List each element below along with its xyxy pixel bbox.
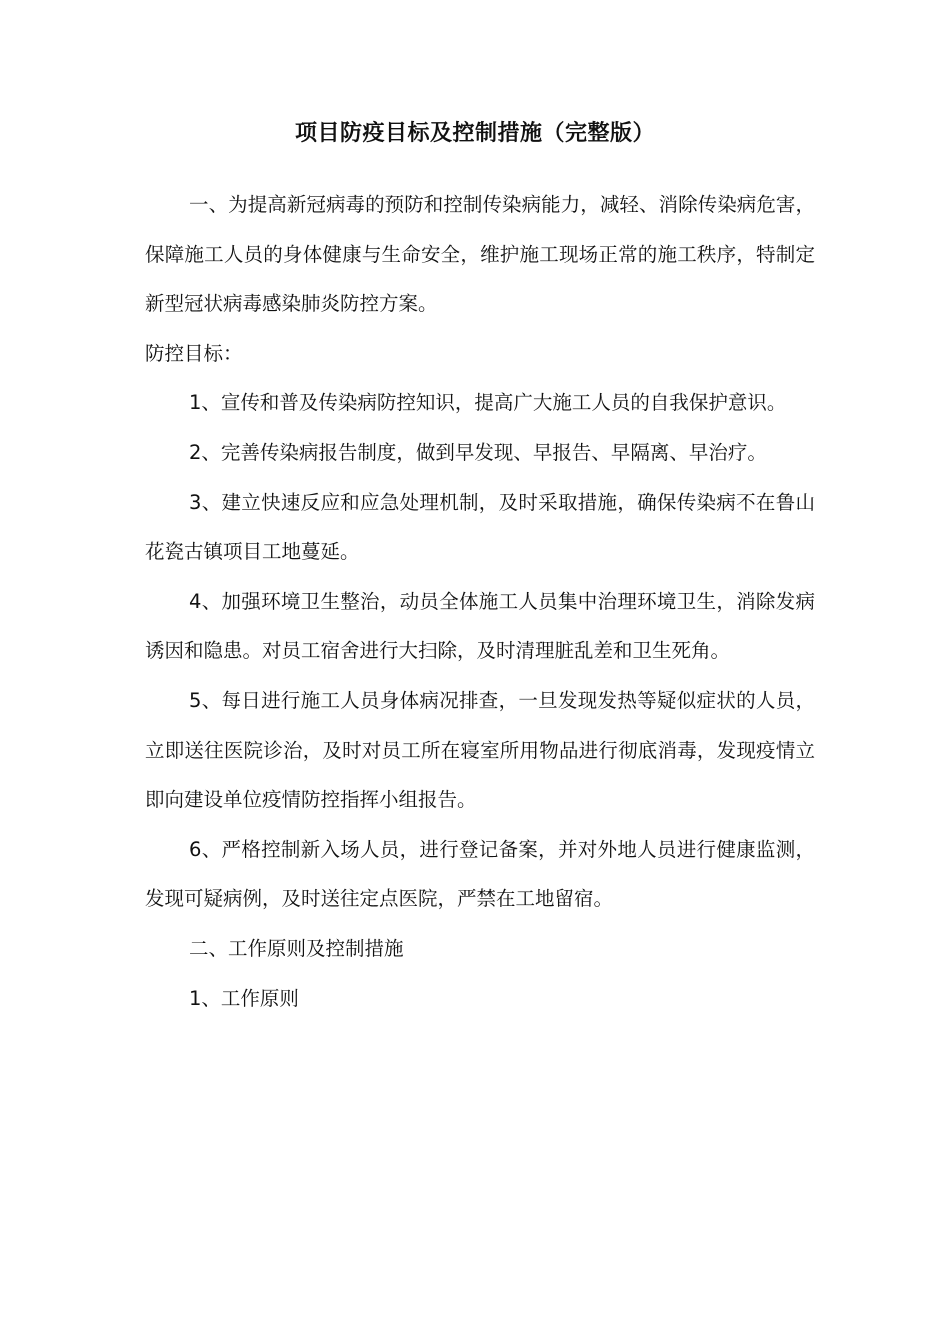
- document-title: 项目防疫目标及控制措施（完整版）: [294, 121, 655, 146]
- paragraph-work-principles: 1、工作原则: [189, 986, 299, 1010]
- paragraph-intro: 一、为提高新冠病毒的预防和控制传染病能力，减轻、消除传染病危害，保障施工人员的身体健康与生命安全，维护施工现场正常的施工秩序，特制定新型冠状病毒感染肺炎防控方案。: [145, 193, 815, 316]
- paragraph-section-2-heading: 二、工作原则及控制措施: [189, 936, 404, 960]
- paragraph-goal-5: 5、每日进行施工人员身体病况排查，一旦发现发热等疑似症状的人员，立即送往医院诊治，及时对员工所在寝室所用物品进行彻底消毒，发现疫情立即向建设单位疫情防控指挥小组报告。: [145, 688, 815, 812]
- paragraph-goal-1: 1、宣传和普及传染病防控知识，提高广大施工人员的自我保护意识。: [189, 391, 787, 415]
- document-body: [145, 180, 815, 1023]
- paragraph-goals-heading: 防控目标：: [145, 341, 243, 365]
- paragraph-goal-3: 3、建立快速反应和应急处理机制，及时采取措施，确保传染病不在鲁山花瓷古镇项目工地蔓延。: [145, 490, 815, 564]
- paragraph-goal-2: 2、完善传染病报告制度，做到早发现、早报告、早隔离、早治疗。: [189, 440, 767, 464]
- paragraph-goal-6: 6、严格控制新入场人员，进行登记备案，并对外地人员进行健康监测，发现可疑病例，及时送往定点医院，严禁在工地留宿。: [145, 837, 815, 911]
- paragraph-goal-4: 4、加强环境卫生整治，动员全体施工人员集中治理环境卫生，消除发病诱因和隐患。对员工宿舍进行大扫除，及时清理脏乱差和卫生死角。: [145, 589, 815, 663]
